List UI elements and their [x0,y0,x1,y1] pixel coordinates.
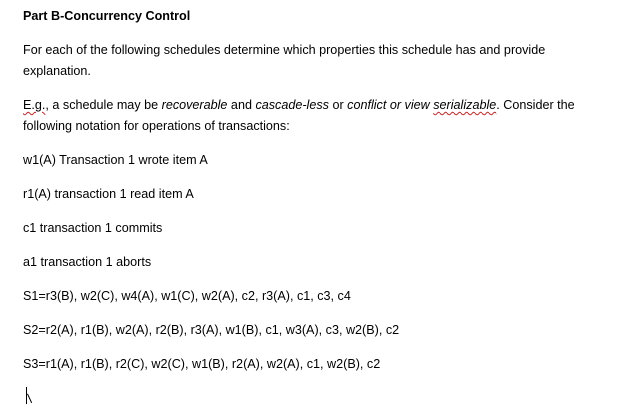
intro-line-1: For each of the following schedules determine which properties this schedule has and provide [23,43,546,57]
example-text-3: or [328,98,348,112]
schedule-s1: S1=r3(B), w2(C), w4(A), w1(C), w2(A), c2, r3(A), c1, c3, c4 [23,289,351,303]
term-conflict-or-view: conflict or view [347,98,434,112]
example-line-1 [23,97,575,113]
schedule-s3: S3=r1(A), r1(B), r2(C), w2(C), w1(B), r2(A), w2(A), c1, w2(B), c2 [23,357,381,371]
schedule-s2: S2=r2(A), r1(B), w2(A), r2(B), r3(A), w1(B), c1, w3(A), c3, w2(B), c2 [23,323,400,337]
intro-line-2: explanation. [23,64,91,78]
notation-write: w1(A) Transaction 1 wrote item A [23,153,208,167]
example-text-4: . Consider the [496,98,575,112]
term-serializable: serializable [433,98,497,112]
text-cursor [26,387,32,405]
term-cascade-less: cascade-less [255,98,329,112]
example-text-2: and [227,98,256,112]
notation-abort: a1 transaction 1 aborts [23,255,152,269]
example-text-1: , a schedule may be [45,98,162,112]
term-recoverable: recoverable [161,98,228,112]
eg-abbrev: E.g. [23,98,46,112]
notation-commit: c1 transaction 1 commits [23,221,163,235]
section-heading: Part B-Concurrency Control [23,9,191,23]
example-line-2: following notation for operations of transactions: [23,119,290,133]
notation-read: r1(A) transaction 1 read item A [23,187,194,201]
